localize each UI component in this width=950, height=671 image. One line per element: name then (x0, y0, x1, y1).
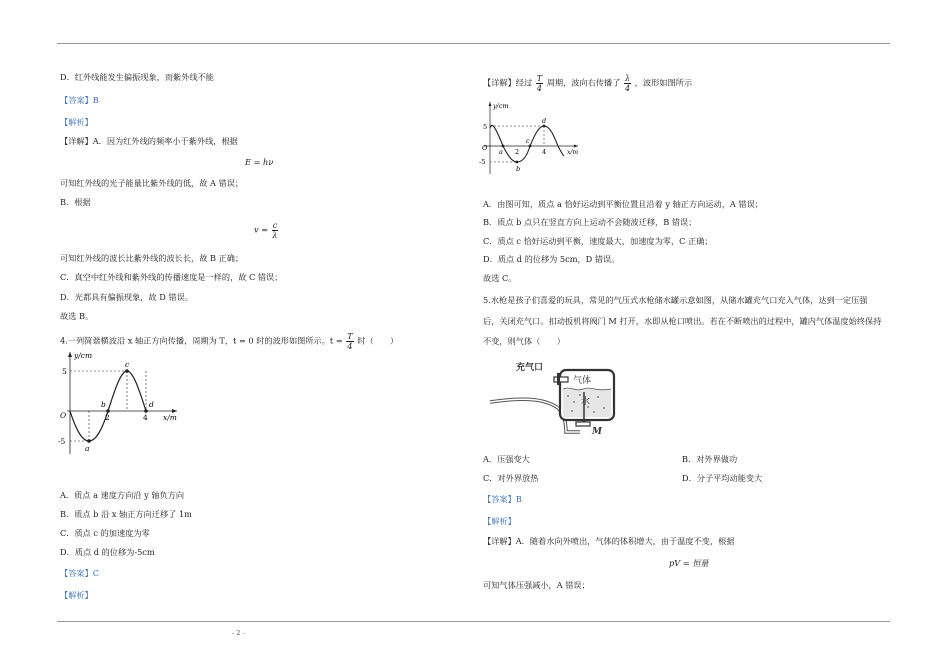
q5-option-d: D．分子平均动能变大 (682, 473, 763, 483)
gas-label: 气体 (573, 376, 592, 386)
svg-text:-5: -5 (479, 158, 486, 166)
question-5-line2: 后，关闭充气口。扣动扳机将阀门 M 打开，水即从枪口喷出。若在不断喷出的过程中，罐内气体温度始终保持 (483, 316, 882, 326)
explain-c: C．质点 c 恰好运动到平衡，速度最大，加速度为零，C 正确； (483, 236, 713, 246)
svg-text:b: b (101, 400, 106, 409)
option-d: D．质点 d 的位移为-5cm (60, 547, 155, 557)
analysis-label: 【解析】 (60, 590, 93, 600)
question-4: 4.一列简谐横波沿 x 轴正方向传播，周期为 T，t = 0 时的波形如图所示。t = $\frac{T}{4}$ 时（ ） (60, 332, 399, 351)
answer-label: 【答案】C (60, 568, 100, 578)
detail-text: 【详解】A．因为红外线的频率小于紫外线，根据 (60, 136, 238, 146)
conclusion: 故选 B。 (60, 311, 94, 321)
svg-text:-5: -5 (58, 437, 66, 446)
svg-text:5: 5 (483, 123, 488, 131)
svg-text:5: 5 (62, 367, 67, 376)
water-label: 水 (581, 397, 591, 407)
analysis-label: 【解析】 (60, 117, 93, 127)
svg-text:O: O (60, 411, 67, 420)
question-5-line3: 不变，则气体（ ） (483, 336, 565, 346)
svg-text:4: 4 (542, 148, 547, 156)
explain-line: D．光都具有偏振现象，故 D 错误。 (60, 292, 193, 302)
q5-option-c: C．对外界放热 (483, 473, 539, 483)
wave-graph-t0 (57, 348, 187, 460)
valve-m-label: M (592, 427, 602, 437)
equation-e-hv: E = hν (245, 157, 274, 167)
option-a: A．质点 a 速度方向沿 y 轴负方向 (60, 490, 185, 500)
svg-text:c: c (526, 137, 530, 145)
equation-v: v = $\frac{c}{\lambda}$ (254, 221, 278, 240)
detail-text: 【详解】经过 $\frac{T}{4}$ 周期，波向右传播了 $\frac{\lambda}{4}$ ，波形如图所示 (483, 74, 693, 93)
explain-line: 可知红外线的光子能量比紫外线的低，故 A 错误； (60, 178, 244, 188)
svg-text:2: 2 (105, 413, 110, 422)
svg-text:d: d (149, 400, 154, 409)
answer-label: 【答案】B (483, 494, 522, 504)
y-axis-label: y/cm (74, 351, 93, 360)
water-gun-diagram (488, 352, 628, 442)
svg-text:a: a (85, 444, 90, 453)
explain-d: D．质点 d 的位移为 5cm，D 错误。 (483, 254, 620, 264)
svg-text:4: 4 (143, 413, 148, 422)
option-d-text: D．红外线能发生偏振现象，而紫外线不能 (60, 72, 214, 82)
svg-text:x/m: x/m (567, 149, 579, 156)
q5-option-b: B．对外界做功 (682, 454, 738, 464)
explain-line: C．真空中红外线和紫外线的传播速度是一样的，故 C 错误； (60, 272, 283, 282)
footer-rule (57, 621, 890, 622)
answer-label: 【答案】B (60, 95, 99, 105)
x-axis-label: x/m (163, 413, 177, 422)
wave-graph-t-quarter (478, 98, 588, 178)
analysis-label: 【解析】 (483, 516, 516, 526)
option-b: B．质点 b 沿 x 轴正方向迁移了 1m (60, 509, 192, 519)
inlet-label: 充气口 (516, 363, 544, 373)
svg-text:d: d (542, 117, 547, 125)
q5-option-a: A．压强变大 (483, 454, 530, 464)
equation-pv: pV = 恒量 (669, 558, 709, 568)
explain-line: 可知红外线的波长比紫外线的波长长，故 B 正确； (60, 253, 244, 263)
header-rule (57, 43, 890, 44)
page-number: - 2 - (232, 629, 245, 637)
option-c: C．质点 c 的加速度为零 (60, 528, 150, 538)
svg-text:2: 2 (515, 148, 520, 156)
detail-text: 【详解】A．随着水向外喷出，气体的体积增大，由于温度不变，根据 (483, 536, 735, 546)
explain-a: A．由图可知，质点 a 恰好运动到平衡位置且沿着 y 轴正方向运动，A 错误； (483, 199, 763, 209)
svg-text:O: O (482, 144, 488, 152)
svg-text:y/cm: y/cm (493, 102, 509, 110)
svg-text:a: a (499, 148, 503, 156)
explain-b: B．质点 b 点只在竖直方向上运动不会随波迁移，B 错误； (483, 217, 697, 227)
svg-text:b: b (516, 165, 521, 173)
question-5-line1: 5.水枪是孩子们喜爱的玩具，常见的气压式水枪储水罐示意如图，从储水罐充气口充入气体，达到一定压强 (483, 295, 868, 305)
svg-text:c: c (125, 360, 130, 369)
explain-line: B．根据 (60, 197, 91, 207)
conclusion: 故选 C。 (483, 273, 517, 283)
explain-line: 可知气体压强减小，A 错误； (483, 580, 590, 590)
